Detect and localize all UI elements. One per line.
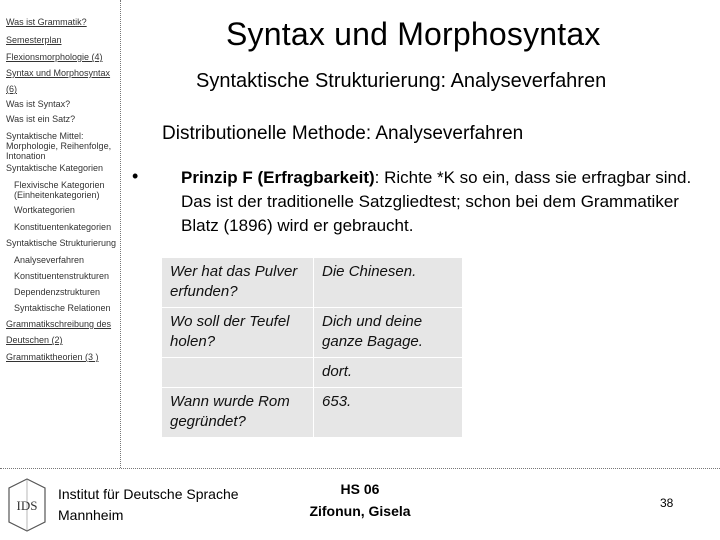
bullet-text [181,166,711,238]
example-answer: dort. [314,358,462,388]
ids-logo [7,478,47,532]
example-question [162,358,314,388]
bullet-body: : Richte *K so ein, dass sie erfragbar sind. Das ist der traditionelle Satzgliedtest; schon bei dem Grammatiker Blatz (1896) wird er gebraucht. [181,168,692,235]
example-answer: 653. [322,393,352,410]
sidebar-nav [0,0,122,468]
example-question: Wer hat das Pulver erfunden? [162,258,314,308]
footer-divider [0,468,720,469]
sidebar-item-konstituentenstrukturen[interactable]: Konstituentenstrukturen [14,271,110,281]
sidebar-item-konstituentenkategorien[interactable]: Konstituentenkategorien [14,222,112,232]
sidebar-item-wortkategorien[interactable]: Wortkategorien [14,205,75,215]
page-number: 38 [660,496,674,510]
table-row [162,258,462,308]
sidebar-item-syntax-und-morphosyntax-count[interactable]: (6) [6,84,17,94]
sidebar-item-flexionsmorphologie[interactable]: Flexionsmorphologie (4) [6,52,103,62]
example-answer: Dich und deine ganze Bagage. [314,308,462,358]
sidebar-divider [120,0,121,468]
author-name: Zifonun, Gisela [309,503,411,519]
bullet-bold-lead: Prinzip F (Erfragbarkeit) [181,168,375,187]
sidebar-item-syntaktische-relationen[interactable]: Syntaktische Relationen [14,303,111,313]
footer-semester-author [300,478,420,522]
page-title: Syntax und Morphosyntax [226,16,601,52]
sidebar-item-was-ist-grammatik[interactable]: Was ist Grammatik? [6,17,87,27]
sidebar-item-grammatikschreibung-count[interactable]: Deutschen (2) [6,335,63,345]
sidebar-item-was-ist-syntax[interactable]: Was ist Syntax? [6,99,71,109]
sidebar-item-syntaktische-kategorien[interactable]: Syntaktische Kategorien [6,163,104,173]
example-answer: Die Chinesen. [314,258,462,308]
table-row [162,388,462,438]
sidebar-item-grammatikschreibung[interactable]: Grammatikschreibung des [6,319,112,329]
section-title: Distributionelle Methode: Analyseverfahren [162,123,524,144]
sidebar-item-flexivische-kategorien[interactable]: Flexivische Kategorien (Einheitenkategorien) [14,180,105,200]
sidebar-item-semesterplan[interactable]: Semesterplan [6,35,62,45]
page-subtitle: Syntaktische Strukturierung: Analyseverfahren [196,70,607,92]
example-question: Wann wurde Rom gegründet? [162,388,314,438]
sidebar-item-grammatiktheorien[interactable]: Grammatiktheorien (3 ) [6,352,99,362]
sidebar-item-analyseverfahren[interactable]: Analyseverfahren [14,255,85,265]
institute-city: Mannheim [58,507,124,523]
ids-logo-lettering: IDS [16,498,38,513]
sidebar-item-dependenzstrukturen[interactable]: Dependenzstrukturen [14,287,101,297]
sidebar-item-syntaktische-mittel[interactable]: Syntaktische Mittel: Morphologie, Reihenfolge, Intonation [6,131,112,161]
institute-name: Institut für Deutsche Sprache [58,486,239,502]
sidebar-item-syntaktische-strukturierung[interactable]: Syntaktische Strukturierung [6,238,117,248]
table-row [162,308,462,358]
table-row [162,358,462,388]
example-table [162,258,462,437]
example-question: Wo soll der Teufel holen? [162,308,314,358]
sidebar-item-syntax-und-morphosyntax[interactable]: Syntax und Morphosyntax [6,68,111,78]
sidebar-item-was-ist-ein-satz[interactable]: Was ist ein Satz? [6,114,76,124]
footer-institute [58,484,239,526]
bullet-marker: • [132,166,139,186]
semester-label: HS 06 [340,481,380,497]
